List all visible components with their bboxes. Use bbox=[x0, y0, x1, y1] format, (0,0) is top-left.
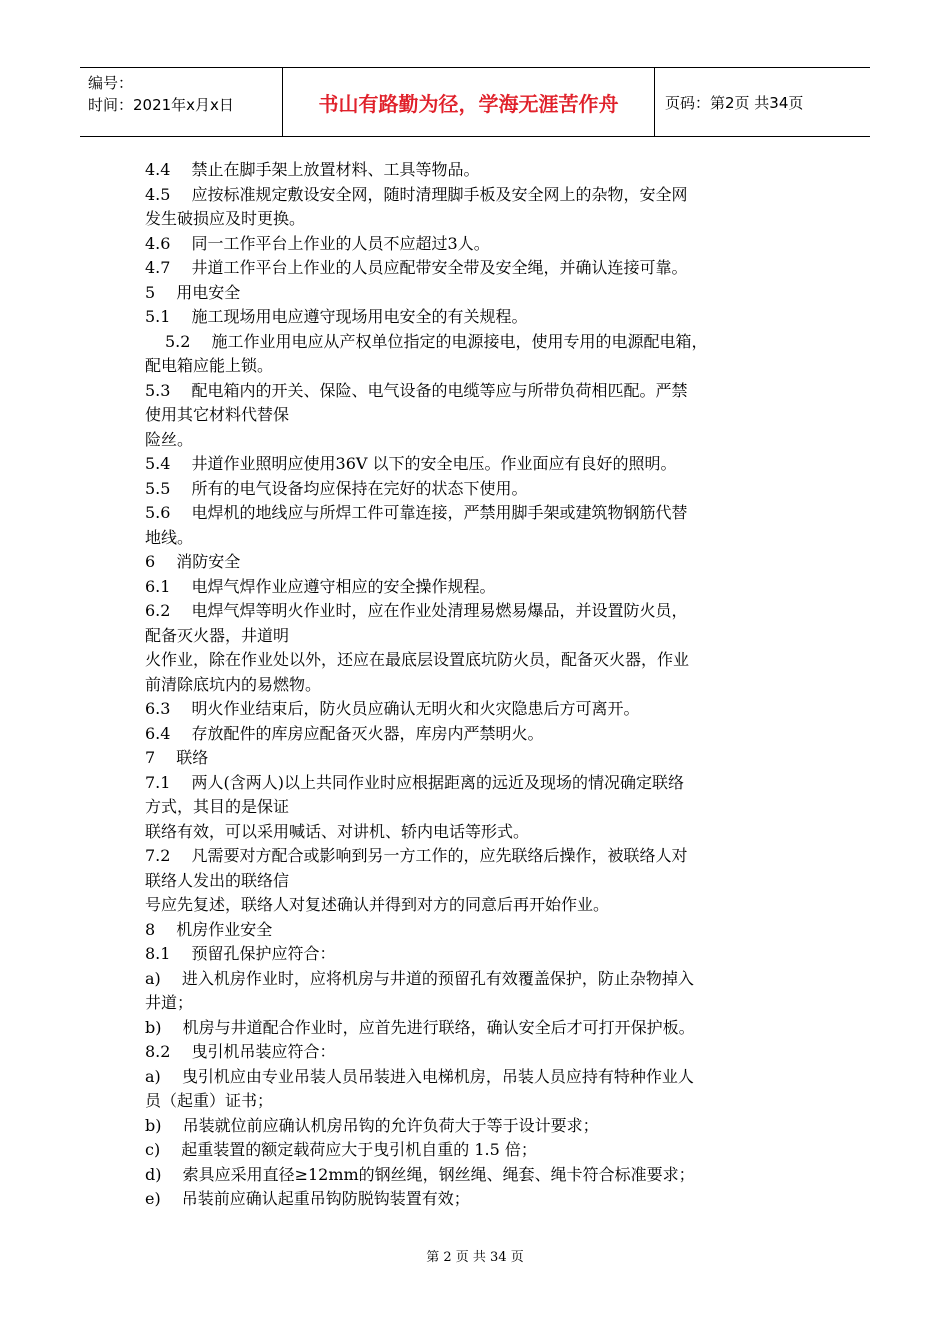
text-line: 使用其它材料代替保 bbox=[145, 405, 290, 424]
text-line: 配电箱应能上锁。 bbox=[145, 356, 274, 375]
text-line: 5.5 所有的电气设备均应保持在完好的状态下使用。 bbox=[145, 478, 528, 498]
text-line: 5.4 井道作业照明应使用36V 以下的安全电压。作业面应有良好的照明。 bbox=[145, 454, 677, 473]
text-line: b) 机房与井道配合作业时，应首先进行联络，确认安全后才可打开保护板。 bbox=[145, 1017, 695, 1037]
header-left-cell bbox=[80, 68, 283, 136]
header-table bbox=[80, 67, 870, 137]
text-line: 险丝。 bbox=[145, 429, 194, 449]
text-line: a) 曳引机应由专业吊装人员吊装进入电梯机房，吊装人员应持有特种作业人 bbox=[145, 1066, 694, 1086]
text-line: 4.4 禁止在脚手架上放置材料、工具等物品。 bbox=[145, 160, 480, 179]
text-line: 发生破损应及时更换。 bbox=[145, 209, 306, 228]
text-line: 配备灭火器，井道明 bbox=[145, 625, 290, 645]
text-line: 4.6 同一工作平台上作业的人员不应超过3人。 bbox=[145, 233, 490, 253]
text-line: 5.3 配电箱内的开关、保险、电气设备的电缆等应与所带负荷相匹配。严禁 bbox=[145, 380, 688, 400]
text-line: b) 吊装就位前应确认机房吊钩的允许负荷大于等于设计要求； bbox=[145, 1115, 599, 1135]
text-line: 6.4 存放配件的库房应配备灭火器，库房内严禁明火。 bbox=[145, 723, 544, 743]
text-line: 前清除底坑内的易燃物。 bbox=[145, 674, 322, 694]
text-line: 8.1 预留孔保护应符合： bbox=[145, 944, 336, 963]
text-line: 4.7 井道工作平台上作业的人员应配带安全带及安全绳，并确认连接可靠。 bbox=[145, 258, 688, 277]
text-line: 6.2 电焊气焊等明火作业时，应在作业处清理易燃易爆品，并设置防火员， bbox=[145, 601, 688, 620]
number-label: 编号： bbox=[88, 74, 134, 92]
text-line: c) 起重装置的额定载荷应大于曳引机自重的 1.5 倍； bbox=[145, 1140, 537, 1159]
text-line: e) 吊装前应确认起重吊钩防脱钩装置有效； bbox=[145, 1189, 470, 1208]
text-line: d) 索具应采用直径≥12mm的钢丝绳，钢丝绳、绳套、绳卡符合标准要求； bbox=[145, 1164, 695, 1184]
text-line: 方式，其目的是保证 bbox=[145, 797, 290, 816]
text-line: 6.1 电焊气焊作业应遵守相应的安全操作规程。 bbox=[145, 576, 496, 596]
text-line: a) 进入机房作业时，应将机房与井道的预留孔有效覆盖保护，防止杂物掉入 bbox=[145, 968, 694, 988]
text-line: 联络有效，可以采用喊话、对讲机、轿内电话等形式。 bbox=[145, 821, 530, 841]
text-line: 6.3 明火作业结束后，防火员应确认无明火和火灾隐患后方可离开。 bbox=[145, 699, 640, 718]
text-line: 地线。 bbox=[145, 527, 194, 547]
text-line: 7.2 凡需要对方配合或影响到另一方工作的，应先联络后操作，被联络人对 bbox=[145, 846, 688, 865]
text-line: 5.1 施工现场用电应遵守现场用电安全的有关规程。 bbox=[145, 307, 528, 326]
text-line: 5 用电安全 bbox=[145, 282, 241, 302]
text-line: 5.6 电焊机的地线应与所焊工件可靠连接，严禁用脚手架或建筑物钢筋代替 bbox=[145, 503, 688, 522]
document-body bbox=[145, 158, 805, 1212]
text-line: 7.1 两人(含两人)以上共同作业时应根据距离的远近及现场的情况确定联络 bbox=[145, 772, 685, 792]
text-line: 员（起重）证书； bbox=[145, 1091, 274, 1110]
text-line: 5.2 施工作业用电应从产权单位指定的电源接电，使用专用的电源配电箱， bbox=[165, 331, 708, 351]
text-line: 火作业，除在作业处以外，还应在最底层设置底坑防火员，配备灭火器，作业 bbox=[145, 650, 690, 669]
text-line: 7 联络 bbox=[145, 748, 209, 767]
text-line: 6 消防安全 bbox=[145, 552, 241, 571]
time-label: 时间：2021年x月x日 bbox=[88, 96, 234, 114]
text-line: 8.2 曳引机吊装应符合： bbox=[145, 1042, 336, 1061]
text-line: 井道； bbox=[145, 993, 194, 1012]
text-line: 号应先复述，联络人对复述确认并得到对方的同意后再开始作业。 bbox=[145, 895, 610, 914]
page-info: 页码：第2页 共34页 bbox=[665, 93, 804, 112]
page-footer: 第 2 页 共 34 页 bbox=[426, 1250, 524, 1265]
text-line: 联络人发出的联络信 bbox=[145, 870, 290, 890]
motto: 书山有路勤为径，学海无涯苦作舟 bbox=[283, 68, 655, 136]
text-line: 4.5 应按标准规定敷设安全网，随时清理脚手板及安全网上的杂物，安全网 bbox=[145, 184, 688, 204]
text-line: 8 机房作业安全 bbox=[145, 919, 273, 939]
